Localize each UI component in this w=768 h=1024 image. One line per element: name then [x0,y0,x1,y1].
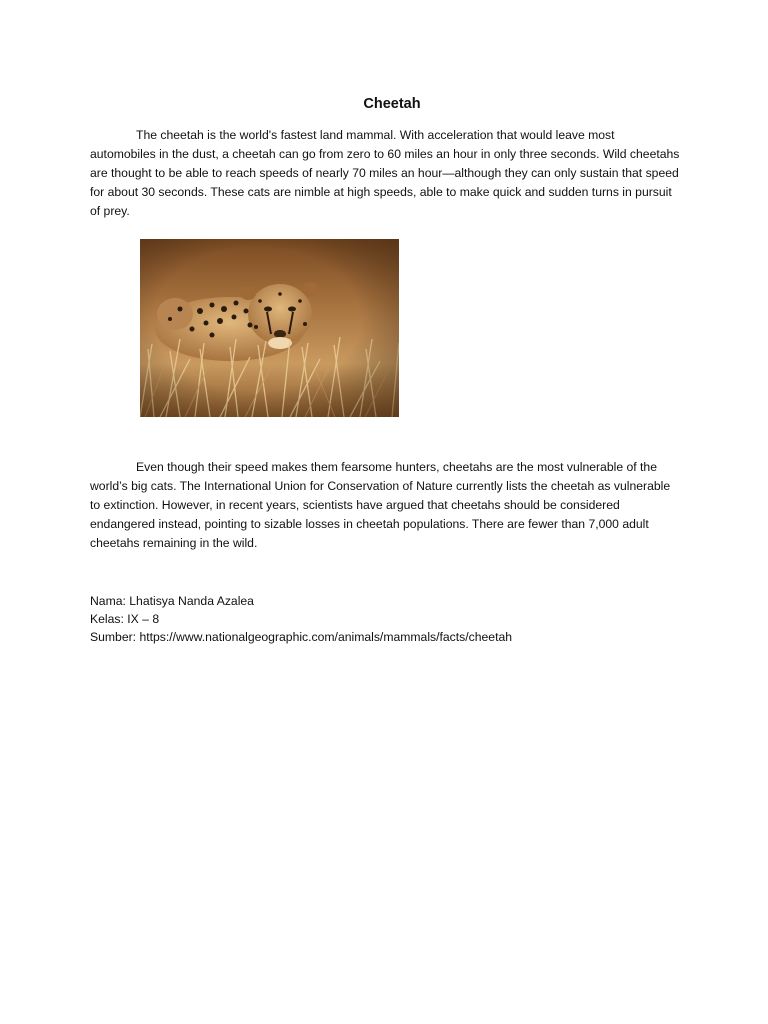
author-name-line: Nama: Lhatisya Nanda Azalea [90,594,254,608]
paragraph-intro: The cheetah is the world's fastest land mammal. With acceleration that would leave most automobiles in the dust, a cheetah can go from zero to 60 miles an hour in only three seconds. Wild cheetahs are thought to be able to reach speeds of nearly 70 miles an hour—although they can only sustain that speed for about 30 seconds. These cats are nimble at high speeds, able to make quick and sudden turns in pursuit of prey. [90,128,680,218]
source-line: Sumber: https://www.nationalgeographic.com/animals/mammals/facts/cheetah [90,630,513,644]
class-line: Kelas: IX – 8 [90,612,160,626]
cheetah-photo [140,239,399,417]
paragraph-conservation: Even though their speed makes them fearsome hunters, cheetahs are the most vulnerable of the world’s big cats. The International Union for Conservation of Nature currently lists the cheetah as vulnerable to extinction. However, in recent years, scientists have argued that cheetahs should be considered endangered instead, pointing to sizable losses in cheetah populations. There are fewer than 7,000 adult cheetahs remaining in the wild. [90,460,671,550]
page-title: Cheetah [363,96,421,112]
